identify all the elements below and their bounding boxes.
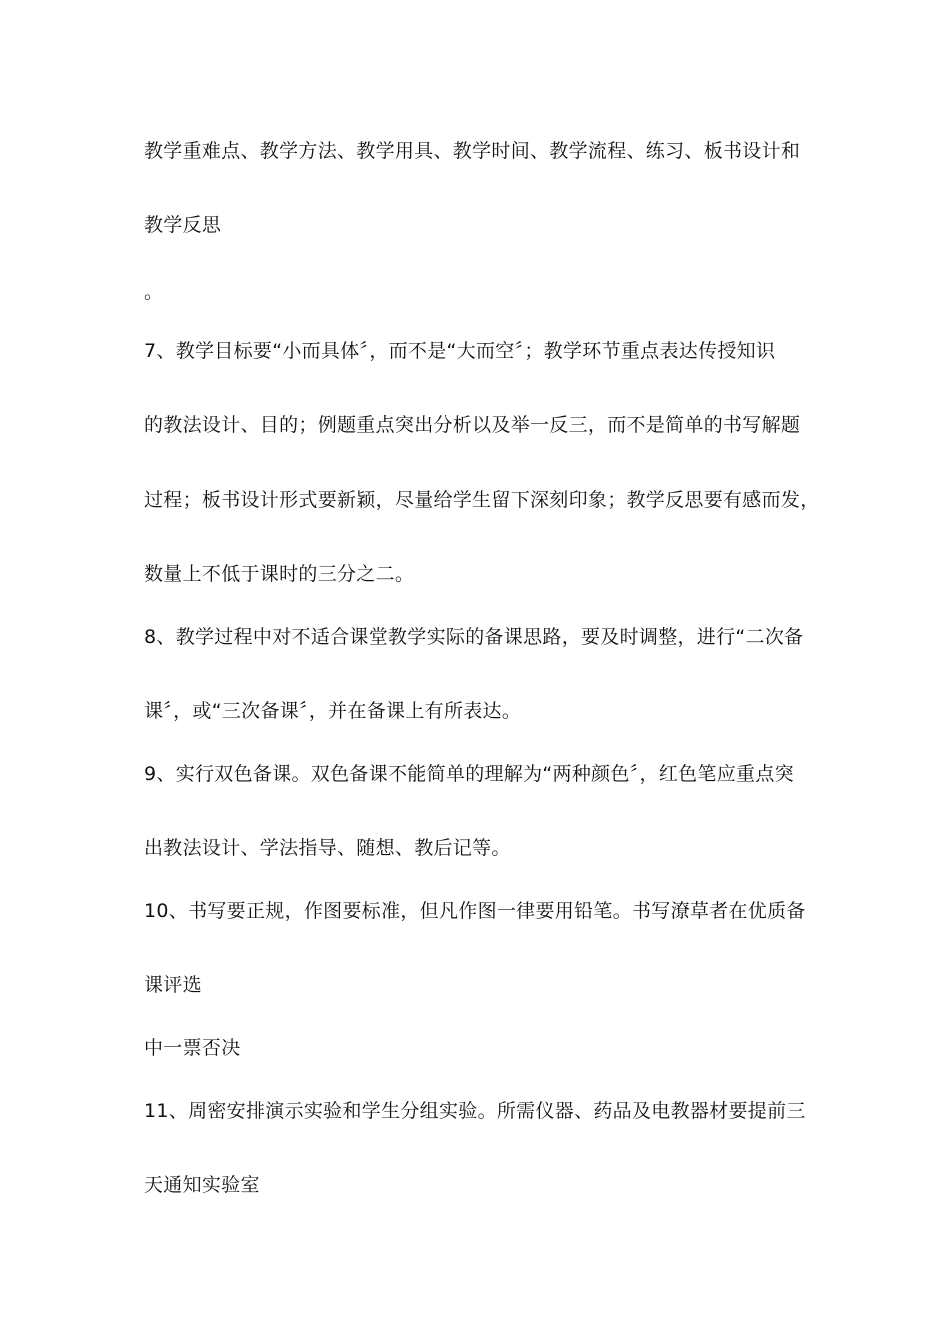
text-line: 过程；板书设计形式要新颖，尽量给学生留下深刻印象；教学反思要有感而发， <box>144 489 820 511</box>
text-line: 课评选 <box>144 974 202 996</box>
text-line: 教学重难点、教学方法、教学用具、教学时间、教学流程、练习、板书设计和 <box>144 140 801 162</box>
text-line: 8、教学过程中对不适合课堂教学实际的备课思路，要及时调整，进行“二次备 <box>144 626 804 648</box>
text-line: 教学反思 <box>144 214 222 236</box>
text-line: 课〞，或“三次备课〞，并在备课上有所表达。 <box>144 700 522 722</box>
text-line: 11、周密安排演示实验和学生分组实验。所需仪器、药品及电教器材要提前三 <box>144 1100 806 1122</box>
text-line: 10、书写要正规，作图要标准，但凡作图一律要用铅笔。书写潦草者在优质备 <box>144 900 806 922</box>
text-line: 数量上不低于课时的三分之二。 <box>144 563 415 585</box>
text-line: 7、教学目标要“小而具体〞，而不是“大而空〞；教学环节重点表达传授知识 <box>144 340 776 362</box>
text-line: 中一票否决 <box>144 1037 241 1059</box>
text-line: 9、实行双色备课。双色备课不能简单的理解为“两种颜色〞，红色笔应重点突 <box>144 763 794 785</box>
text-line: 天通知实验室 <box>144 1174 260 1196</box>
text-line: 出教法设计、学法指导、随想、教后记等。 <box>144 837 511 859</box>
text-line: 。 <box>144 281 164 303</box>
text-line: 的教法设计、目的；例题重点突出分析以及举一反三，而不是简单的书写解题 <box>144 414 801 436</box>
